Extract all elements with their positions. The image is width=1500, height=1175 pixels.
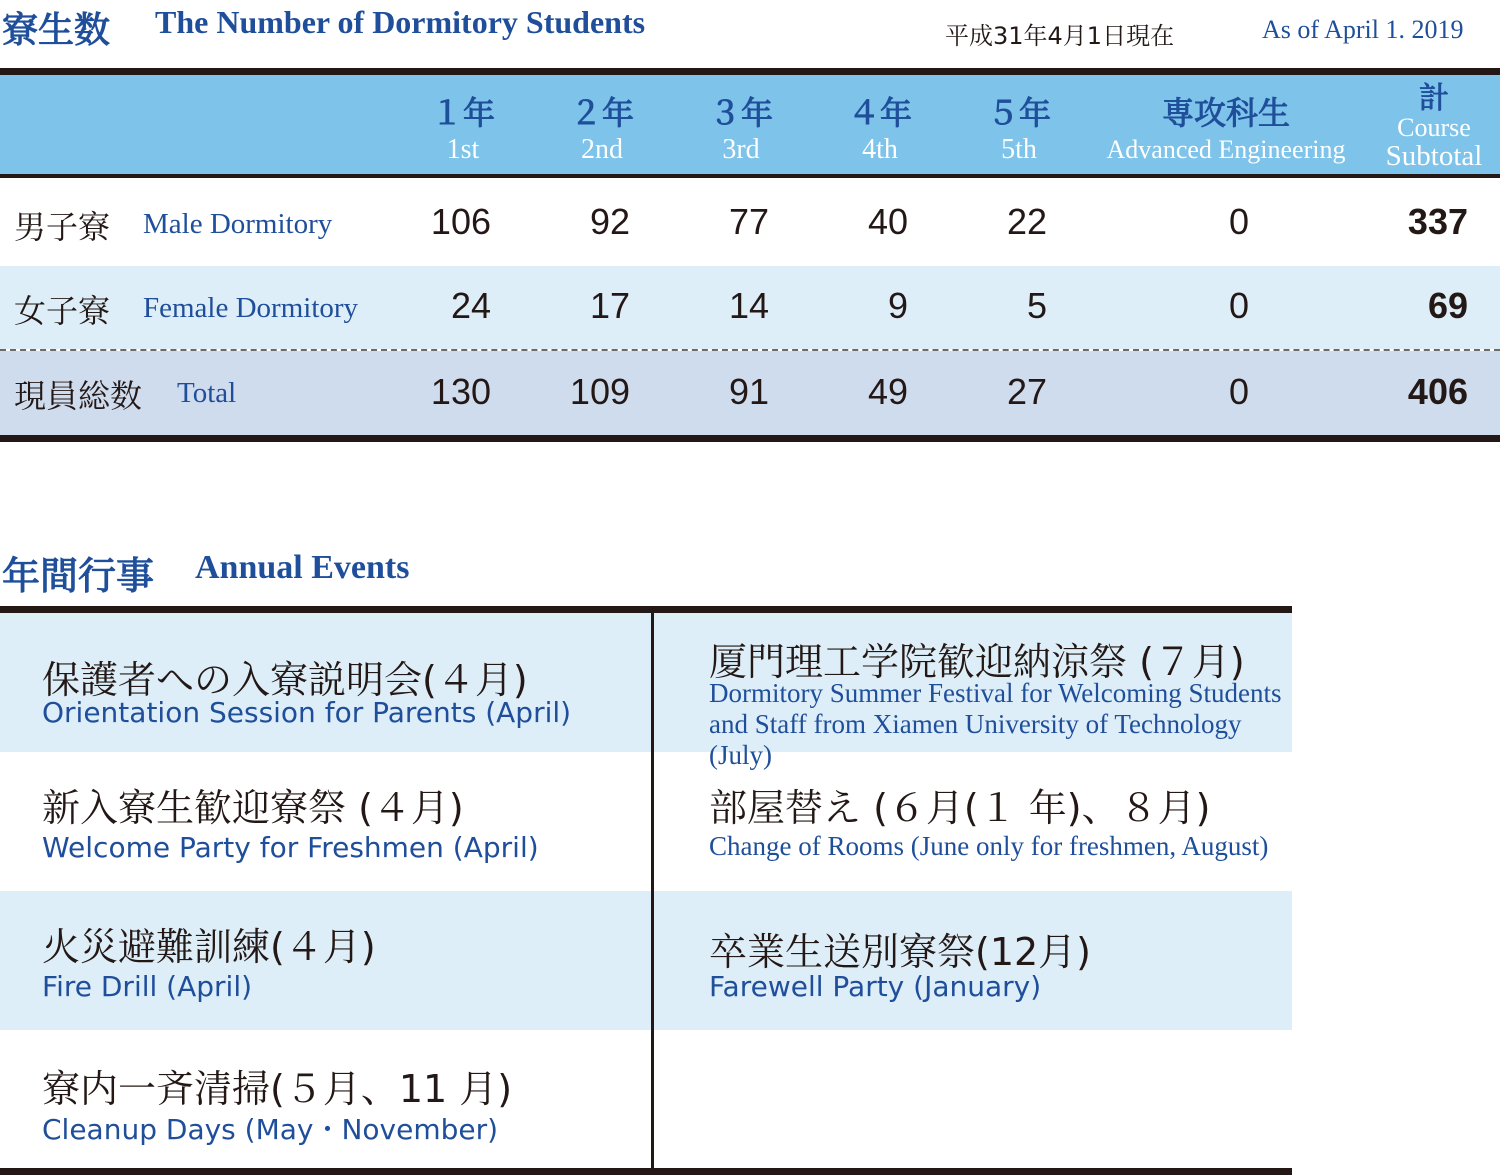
table-row-female [0,266,1500,349]
header-subtotal-en1: Course [1397,113,1471,142]
table-row-male [0,178,1500,261]
table-row-total [0,351,1500,435]
as-of-date-jp: 平成31年4月1日現在 [945,22,1175,50]
row-label-en: Female Dormitory [143,292,359,324]
event-cell-room-change [654,752,1292,891]
table-header-row [0,75,1500,174]
cell-value: 91 [728,371,769,412]
event-title-jp: 厦門理工学院歓迎納涼祭 (７月) [709,640,1245,684]
cell-value: 24 [450,285,491,326]
event-cell-welcome-party [0,752,651,891]
header-advanced-jp: 専攻科生 [1161,94,1290,132]
event-title-jp: 部屋替え (６月(１ 年)、８月) [709,786,1211,830]
cell-value: 14 [728,285,769,326]
event-cell-farewell-party [654,891,1292,1030]
cell-value: 0 [1228,371,1249,412]
event-title-en: Farewell Party (January) [709,970,1042,1003]
event-title-en-line2: and Staff from Xiamen University of Technology (July) [709,709,1242,770]
table-top-rule [0,68,1500,75]
events-bottom-rule [0,1168,1292,1175]
event-cell-fire-drill [0,891,651,1030]
event-title-en: Welcome Party for Freshmen (April) [42,831,539,864]
header-year-4 [820,93,940,167]
header-year-5-jp: ５年 [986,94,1051,132]
event-title-en: Fire Drill (April) [42,970,253,1003]
header-year-3-jp: ３年 [708,94,773,132]
event-title-en: Orientation Session for Parents (April) [42,696,572,729]
row-label-en: Total [177,377,237,409]
cell-value: 27 [1006,371,1047,412]
cell-value: 0 [1228,285,1249,326]
cell-value: 49 [867,371,908,412]
header-year-2-jp: ２年 [569,94,634,132]
cell-value: 92 [589,201,630,242]
row-label-en: Male Dormitory [143,208,333,240]
cell-value: 106 [430,201,491,242]
cell-value: 17 [589,285,630,326]
as-of-date-en: As of April 1. 2019 [1262,15,1464,44]
dormitory-table [0,68,1500,442]
cell-value: 9 [887,285,908,326]
events-top-rule [0,606,1292,613]
cell-subtotal: 406 [1407,371,1468,412]
event-title-jp: 新入寮生歓迎寮祭 (４月) [42,786,464,830]
event-title-en: Dormitory Summer Festival for Welcoming Students [709,678,1282,708]
cell-value: 0 [1228,201,1249,242]
cell-subtotal: 337 [1407,201,1468,242]
table-bottom-rule [0,435,1500,442]
cell-value: 130 [430,371,491,412]
header-year-3 [681,93,801,167]
header-year-2 [542,93,662,167]
header-year-2-en: 2nd [581,134,623,165]
events-title-jp: 年間行事 [2,554,155,598]
row-label-jp: 男子寮 [14,208,111,246]
row-label-jp: 女子寮 [14,292,111,330]
header-year-1-jp: １年 [430,94,495,132]
events-title-en: Annual Events [195,549,410,586]
cell-value: 109 [569,371,630,412]
dorm-title-en: The Number of Dormitory Students [155,4,646,40]
header-advanced [1092,93,1360,167]
events-column-divider [651,613,654,1168]
header-subtotal [1368,83,1500,171]
row-label-jp: 現員総数 [14,377,143,415]
header-year-5 [959,93,1079,167]
events-grid [0,606,1292,1175]
event-cell-orientation [0,613,651,752]
event-title-en: Cleanup Days (May・November) [42,1113,499,1146]
header-year-3-en: 3rd [722,134,760,165]
event-title-en: Change of Rooms (June only for freshmen, August) [709,831,1269,861]
event-title-jp: 寮内一斉清掃(５月、11 月) [42,1067,513,1111]
cell-value: 40 [867,201,908,242]
header-year-4-en: 4th [862,134,898,165]
header-subtotal-en2: Subtotal [1385,140,1483,172]
cell-value: 5 [1026,285,1047,326]
header-advanced-en: Advanced Engineering [1106,135,1346,164]
event-cell-summer-festival [654,613,1292,770]
dorm-title-jp: 寮生数 [2,10,111,51]
event-title-jp: 火災避難訓練(４月) [42,925,376,969]
header-year-1 [403,93,523,167]
cell-value: 77 [728,201,769,242]
cell-value: 22 [1006,201,1047,242]
event-title-jp: 卒業生送別寮祭(12月) [709,930,1092,974]
header-year-1-en: 1st [446,134,480,165]
header-year-4-jp: ４年 [847,94,912,132]
header-year-5-en: 5th [1001,134,1037,165]
event-title-jp: 保護者への入寮説明会(４月) [42,658,528,702]
header-subtotal-jp: 計 [1419,81,1449,116]
cell-subtotal: 69 [1427,285,1468,326]
event-cell-cleanup-days [0,1030,651,1168]
